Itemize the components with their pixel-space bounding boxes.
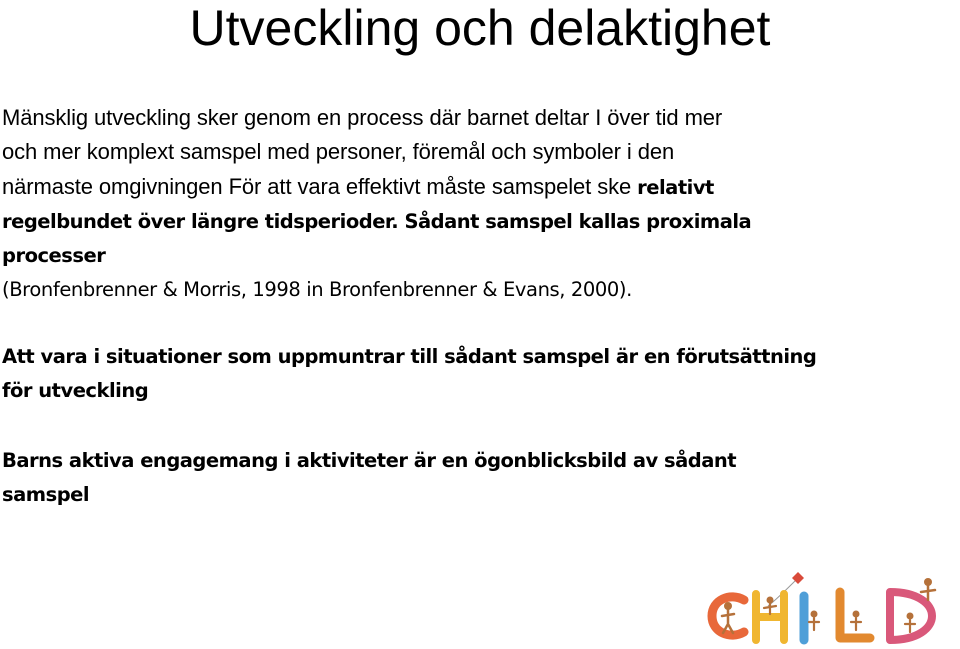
- figure-body-icon: [764, 603, 776, 614]
- paragraph-line-bold: processer: [2, 244, 106, 268]
- citation: (Bronfenbrenner & Morris, 1998 in Bronfenbrenner & Evans, 2000).: [2, 278, 632, 302]
- paragraph-line: Att vara i situationer som uppmuntrar till sådant samspel är en förutsättning: [2, 345, 817, 368]
- paragraph-development: [2, 101, 942, 308]
- paragraph-line: samspel: [2, 483, 90, 507]
- paragraph-line-bold: regelbundet över längre tidsperioder. Sådant samspel kallas proximala: [2, 209, 752, 233]
- child-logo: [706, 570, 956, 646]
- figure-head-icon: [811, 611, 818, 618]
- paragraph-line: och mer komplext samspel med personer, föremål och symboler i den: [2, 139, 675, 165]
- paragraph-line-bold: relativt: [637, 175, 714, 199]
- paragraph-engagement: [2, 444, 942, 513]
- paragraph-line: Mänsklig utveckling sker genom en process där barnet deltar I över tid mer: [2, 105, 723, 130]
- paragraph-line: för utveckling: [2, 379, 149, 403]
- figure-body-icon: [809, 618, 819, 630]
- figure-body-icon: [851, 618, 861, 630]
- paragraph-line: [2, 170, 942, 205]
- figure-head-icon: [853, 611, 860, 618]
- slide-title: Utveckling och delaktighet: [189, 0, 771, 56]
- paragraph-line: Barns aktiva engagemang i aktiviteter är en ögonblicksbild av sådant: [2, 449, 737, 472]
- figure-head-icon: [907, 613, 914, 620]
- figure-body-icon: [905, 620, 915, 632]
- figure-body-icon: [722, 610, 734, 633]
- paragraph-situations: [2, 340, 942, 409]
- paragraph-line-normal: närmaste omgivningen För att vara effektivt måste samspelet ske: [2, 173, 638, 199]
